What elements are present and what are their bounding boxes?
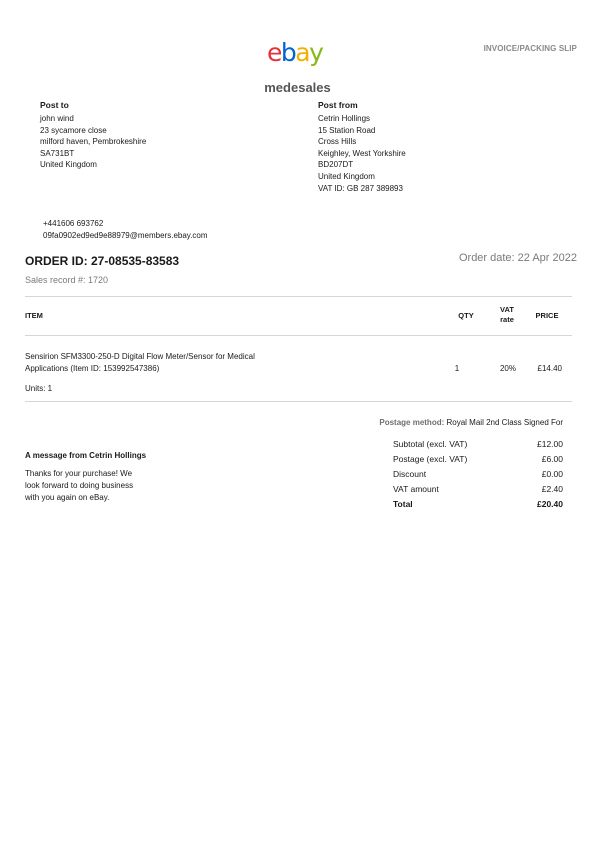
- post-from-line: Keighley, West Yorkshire: [318, 148, 406, 158]
- column-header-qty: QTY: [458, 311, 474, 320]
- sales-record: Sales record #: 1720: [25, 275, 109, 285]
- post-from-line: Cetrin Hollings: [318, 114, 371, 123]
- table-header-divider: [25, 335, 572, 336]
- post-to-block: [40, 100, 146, 171]
- item-units: Units: 1: [25, 384, 53, 393]
- total-label: Discount: [393, 469, 427, 479]
- column-header-price: PRICE: [535, 311, 559, 320]
- seller-message-line: with you again on eBay.: [25, 493, 110, 502]
- total-value: £0.00: [541, 469, 563, 479]
- shop-name: medesales: [264, 80, 331, 95]
- total-row-vat: [393, 482, 563, 497]
- document-type: INVOICE/PACKING SLIP: [483, 44, 577, 53]
- total-value: £20.40: [537, 499, 563, 509]
- item-price: £14.40: [537, 364, 562, 373]
- total-row-grand-total: [393, 497, 563, 512]
- total-row-subtotal: [393, 437, 563, 452]
- order-date: Order date: 22 Apr 2022: [458, 252, 577, 264]
- total-value: £12.00: [537, 439, 563, 449]
- post-from-line: 15 Station Road: [318, 125, 376, 135]
- post-to-title: Post to: [40, 100, 69, 110]
- logo-letter: e: [267, 38, 281, 67]
- buyer-email: 09fa0902ed9ed9e88979@members.ebay.com: [43, 231, 208, 240]
- totals-block: [393, 437, 563, 512]
- table-top-divider: [25, 296, 572, 297]
- post-from-block: [318, 100, 406, 194]
- total-row-discount: [393, 467, 563, 482]
- total-label: Subtotal (excl. VAT): [393, 439, 468, 449]
- seller-message: [25, 450, 146, 504]
- total-label: Postage (excl. VAT): [393, 454, 468, 464]
- column-header-item: ITEM: [25, 311, 43, 320]
- postage-method-value: Royal Mail 2nd Class Signed For: [446, 418, 563, 427]
- logo-letter: y: [309, 38, 323, 67]
- post-from-line: BD207DT: [318, 160, 354, 170]
- total-label: VAT amount: [393, 484, 439, 494]
- seller-message-line: look forward to doing business: [25, 481, 134, 490]
- post-from-line: VAT ID: GB 287 389893: [318, 183, 403, 193]
- total-row-postage: [393, 452, 563, 467]
- column-header-vat: [493, 305, 521, 325]
- ebay-logo: [267, 40, 322, 65]
- post-to-line: 23 sycamore close: [40, 125, 107, 135]
- buyer-phone: +441606 693762: [43, 219, 104, 228]
- table-row: [25, 351, 255, 395]
- total-value: £6.00: [541, 454, 563, 464]
- post-to-line: john wind: [40, 114, 74, 123]
- total-label: Total: [393, 499, 413, 509]
- buyer-contact: [43, 218, 208, 242]
- column-header-vat-line2: rate: [500, 315, 514, 324]
- total-value: £2.40: [541, 484, 563, 494]
- order-id: ORDER ID: 27-08535-83583: [25, 254, 180, 268]
- post-from-line: Cross Hills: [318, 137, 357, 147]
- postage-method: [379, 418, 563, 427]
- table-bottom-divider: [25, 401, 572, 402]
- logo-letter: a: [295, 38, 310, 67]
- postage-method-label: Postage method:: [379, 418, 445, 427]
- item-qty: 1: [454, 364, 460, 373]
- item-vat-rate: 20%: [499, 364, 516, 373]
- item-description-line2: Applications (Item ID: 153992547386): [25, 364, 160, 373]
- item-description-line1: Sensirion SFM3300-250-D Digital Flow Meter/Sensor for Medical: [25, 352, 255, 361]
- seller-message-line: Thanks for your purchase! We: [25, 469, 133, 478]
- column-header-vat-line1: VAT: [500, 305, 514, 314]
- post-from-line: United Kingdom: [318, 171, 375, 181]
- post-to-line: milford haven, Pembrokeshire: [40, 137, 147, 147]
- seller-message-title: A message from Cetrin Hollings: [25, 451, 147, 460]
- post-from-title: Post from: [318, 100, 358, 110]
- post-to-line: United Kingdom: [40, 160, 97, 170]
- logo-letter: b: [280, 38, 296, 67]
- post-to-line: SA731BT: [40, 148, 75, 158]
